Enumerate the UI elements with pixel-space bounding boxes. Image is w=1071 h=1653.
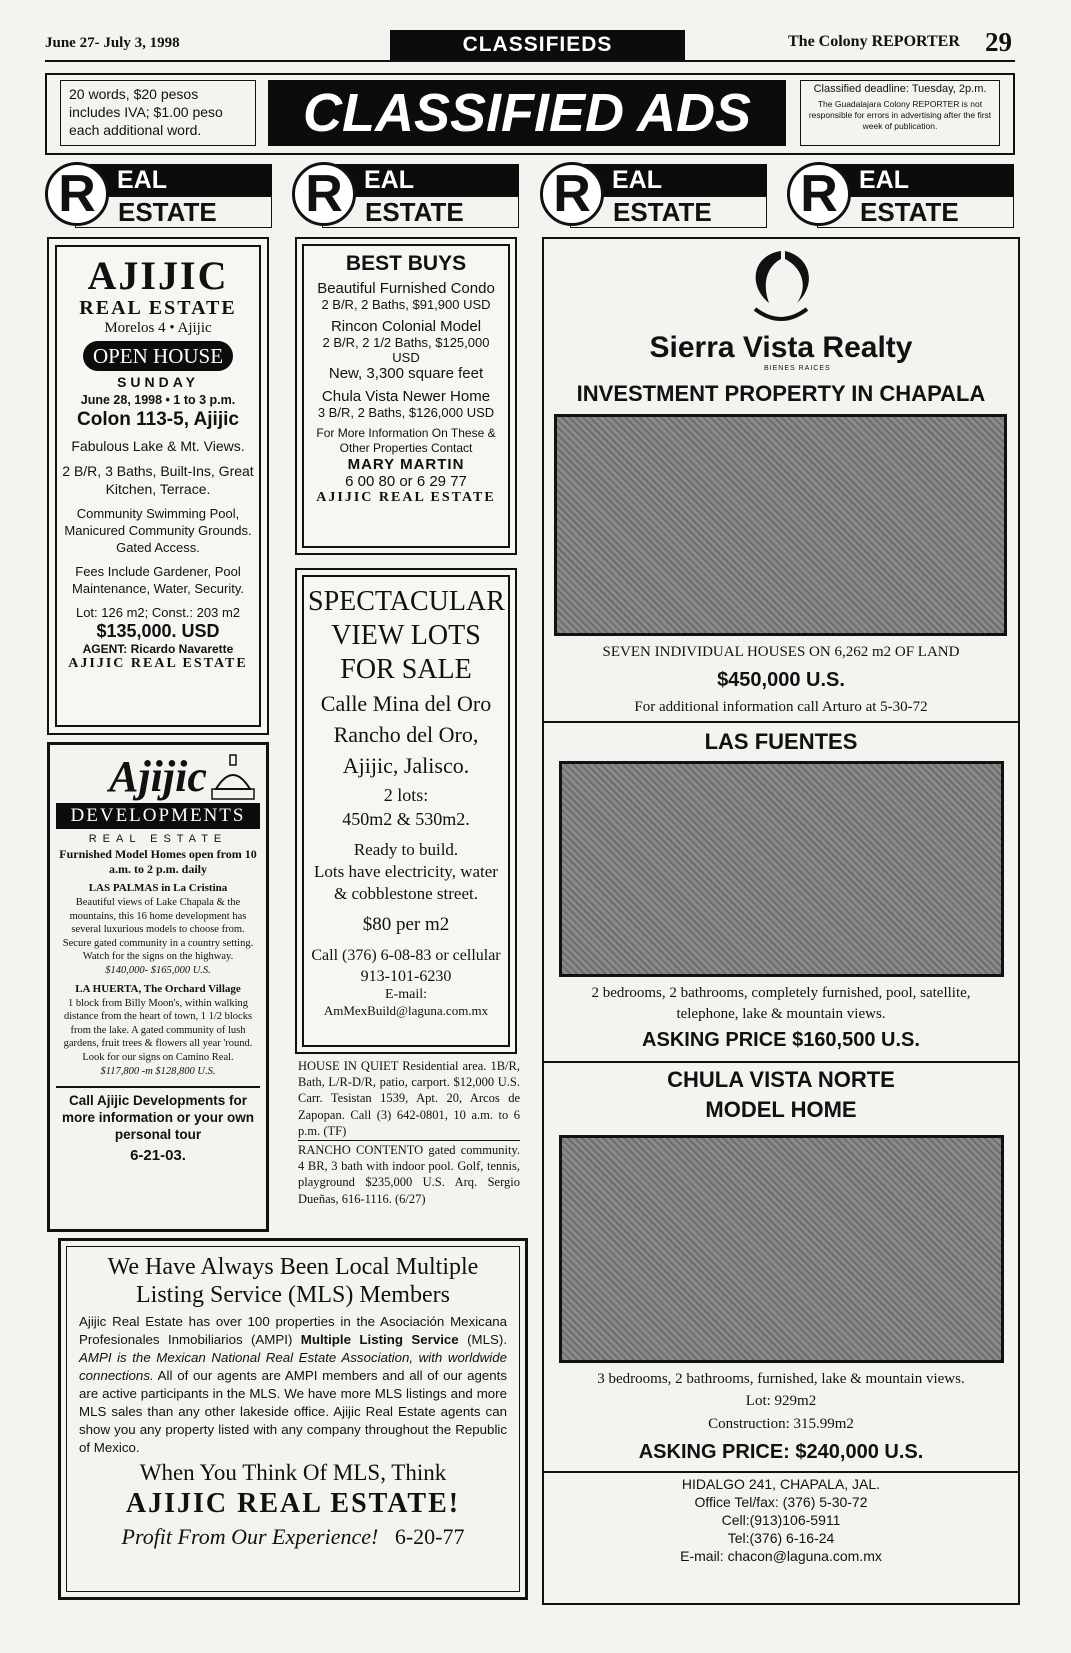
best-buys-item: Chula Vista Newer Home [321,388,491,405]
lots-ready: Ready to build. [353,840,459,859]
section1-title: INVESTMENT PROPERTY IN CHAPALA [576,381,986,406]
mls-body-text: All of our agents are AMPI members and all of our agents are active participants in the MLS. We have more MLS listings and more MLS sales than any other lakeside office. Ajijic Real Estate agents can show you any property listed with any company throughout the Republic of Mexico. [79,1368,507,1455]
lots-email-label: E-mail: [385,987,427,1002]
disclaimer-text: The Guadalajara Colony REPORTER is not responsible for errors in advertising after the first week of publication. [808,99,992,131]
ad-specs: 2 B/R, 3 Baths, Built-Ins, Great Kitchen, Terrace. [62,463,254,497]
ad-footer: AJIJIC REAL ESTATE [68,656,248,671]
page-number: 29 [985,27,1012,57]
developments-real-estate: REAL ESTATE [88,833,228,845]
best-buys-contact: For More Information On These & Other Properties Contact [316,426,496,455]
section2-caption: 2 bedrooms, 2 bathrooms, completely furnished, pool, satellite, telephone, lake & mountain views. [591,985,971,1022]
contact-office: Office Tel/fax: (376) 5-30-72 [694,1494,868,1510]
section-divider [544,1471,1018,1473]
ad-price: $135,000. USD [96,621,220,641]
re-header-letter: R [292,162,356,226]
pricing-line: each additional word. [69,122,202,138]
ad-address: Morelos 4 • Ajijic [104,320,212,336]
best-buys-item: 3 B/R, 2 Baths, $126,000 USD [317,405,495,420]
la-huerta-text: 1 block from Billy Moon's, within walking distance from the heart of town, 1 1/2 blocks from the lake. A gated community of lush gardens, fruit trees & flowers all year 'round. Look for our signs on Camino Real. [63,997,253,1063]
church-dome-icon [210,751,256,803]
issue-date: June 27- July 3, 1998 [45,35,180,51]
property-photo-chapala [554,414,1007,636]
re-header-bottom: ESTATE [817,196,1014,228]
mls-body-bold: Multiple Listing Service [300,1332,459,1347]
best-buys-item: 2 B/R, 2 1/2 Baths, $125,000 USD [322,335,490,365]
ad-location: Colon 113-5, Ajijic [77,409,239,430]
real-estate-header [540,160,767,230]
best-buys-item: Rincon Colonial Model [330,318,482,335]
best-buys-title: BEST BUYS [345,252,467,275]
ad-date: June 28, 1998 • 1 to 3 p.m. [80,393,236,407]
developments-logo: Ajijic [109,752,207,801]
las-palmas-title: LAS PALMAS in La Cristina [88,882,228,894]
sierra-vista-brand-small: BIENES RAICES [764,365,831,372]
deadline-text: Classified deadline: Tuesday, 2p.m. [813,83,987,95]
re-header-bottom: ESTATE [322,196,519,228]
mls-slogan: Profit From Our Experience! [121,1524,379,1549]
la-huerta-price: $117,800 -m $128,800 U.S. [100,1065,216,1077]
best-buys-item: 2 B/R, 2 Baths, $91,900 USD [321,297,491,312]
developments-code: 6-21-03. [130,1147,186,1165]
section2-title: LAS FUENTES [704,729,858,754]
lots-count: 2 lots: [383,785,429,805]
pricing-line: includes IVA; $1.00 peso [69,104,223,120]
mls-code: 6-20-77 [394,1524,465,1549]
text-ad: RANCHO CONTENTO gated community. 4 BR, 3 bath with indoor pool. Golf, tennis, playground $235,000 U.S. Arq. Sergio Dueñas, 616-1116. (6/27) [298,1143,520,1206]
lots-price: $80 per m2 [362,914,450,935]
lots-services: Lots have electricity, water & cobblestone street. [314,862,498,903]
open-hours: Furnished Model Homes open from 10 a.m. to 2 p.m. daily [59,847,257,876]
section1-price: $450,000 U.S. [717,669,845,691]
ad-mls [58,1238,528,1600]
lots-street: Calle Mina del Oro [320,691,492,716]
mls-brand: AJIJIC REAL ESTATE! [125,1488,461,1519]
ad-fees: Fees Include Gardener, Pool Maintenance, Water, Security. [72,564,244,596]
lots-title: SPECTACULAR VIEW LOTS FOR SALE [308,586,505,685]
la-huerta-title: LA HUERTA, The Orchard Village [75,982,241,995]
ad-sierra-vista [542,237,1020,1605]
section3-construction: Construction: 315.99m2 [708,1416,854,1432]
real-estate-header [45,160,272,230]
re-header-top: EAL [75,164,272,196]
sierra-vista-logo [544,245,1018,331]
best-buys-agent: MARY MARTIN [347,456,465,473]
text-ads [298,1058,520,1209]
re-header-bottom: ESTATE [75,196,272,228]
ad-brand-sub: REAL ESTATE [79,297,237,319]
section1-caption: SEVEN INDIVIDUAL HOUSES ON 6,262 m2 OF LAND [602,644,960,660]
sierra-vista-logo-icon [739,245,823,329]
mls-think: When You Think Of MLS, Think [139,1460,447,1485]
best-buys-item: New, 3,300 square feet [328,365,484,382]
contact-email: E-mail: chacon@laguna.com.mx [680,1548,882,1564]
best-buys-footer: AJIJIC REAL ESTATE [316,490,496,505]
contact-tel: Tel:(376) 6-16-24 [727,1530,835,1546]
section3-title: CHULA VISTA NORTE MODEL HOME [667,1067,895,1122]
property-photo-las-fuentes [559,761,1004,977]
section-title: CLASSIFIEDS [390,30,685,60]
re-header-letter: R [540,162,604,226]
section3-price: ASKING PRICE: $240,000 U.S. [638,1441,924,1463]
ad-community: Community Swimming Pool, Manicured Community Grounds. Gated Access. [64,506,252,555]
ad-view-lots [295,568,517,1054]
sierra-vista-brand: Sierra Vista Realty [649,331,913,364]
real-estate-header [292,160,519,230]
ad-best-buys [295,237,517,555]
re-header-letter: R [45,162,109,226]
mls-body-text: Ajijic Real Estate has over 100 properties in the Asociación Mexicana Profesionales Inmobiliarios (AMPI) [79,1314,507,1347]
contact-address: HIDALGO 241, CHAPALA, JAL. [681,1476,881,1492]
las-palmas-text: Beautiful views of Lake Chapala & the mountains, this 16 home development has several luxurious models to choose from. Secure gated community in a country setting. Watch for the signs on the highway. [62,897,254,963]
real-estate-header [787,160,1014,230]
lots-sizes: 450m2 & 530m2. [342,809,470,829]
section2-price: ASKING PRICE $160,500 U.S. [642,1029,920,1051]
open-house-badge: OPEN HOUSE [83,341,233,371]
lots-call: Call (376) 6-08-83 or cellular 913-101-6230 [311,947,501,985]
banner-title: CLASSIFIED ADS [268,80,786,146]
section-divider [544,721,1018,723]
ad-lot: Lot: 126 m2; Const.: 203 m2 [75,605,241,620]
re-header-letter: R [787,162,851,226]
section3-caption: 3 bedrooms, 2 bathrooms, furnished, lake & mountain views. [597,1371,965,1387]
mls-slogan-row [79,1521,507,1553]
property-photo-chula-vista [559,1135,1004,1363]
developments-call: Call Ajijic Developments for more information or your own personal tour [56,1086,260,1143]
mls-headline: We Have Always Been Local Multiple Listing Service (MLS) Members [107,1254,479,1308]
pricing-box [60,80,256,146]
re-header-top: EAL [817,164,1014,196]
re-header-top: EAL [322,164,519,196]
pricing-line: 20 words, $20 pesos [69,86,199,102]
mls-body-text: (MLS). [458,1332,508,1347]
header-rule [45,60,1015,62]
ad-day: SUNDAY [117,374,199,390]
mls-body [79,1313,507,1457]
deadline-box [800,80,1000,146]
best-buys-item: Beautiful Furnished Condo [317,280,495,297]
ad-views: Fabulous Lake & Mt. Views. [71,438,245,454]
ad-agent: AGENT: Ricardo Navarette [82,642,234,656]
ad-brand: AJIJIC [87,253,229,298]
text-ad: HOUSE IN QUIET Residential area. 1B/R, Bath, L/R-D/R, patio, carport. $12,000 U.S. Carr. Tesistan 1539, Apt. 20, Arcos de Zapopan. Call (3) 642-0801, 10 a.m. to 6 p.m. (TF) [298,1058,520,1141]
contact-block [544,1475,1018,1565]
section-divider [544,1061,1018,1063]
ad-ajijic-developments [47,742,269,1232]
las-palmas-price: $140,000- $165,000 U.S. [105,964,211,976]
section1-info: For additional information call Arturo at 5-30-72 [634,699,928,715]
lots-email: AmMexBuild@laguna.com.mx [323,1003,489,1018]
lots-place: Rancho del Oro, Ajijic, Jalisco. [333,722,479,778]
developments-banner: DEVELOPMENTS [56,803,260,829]
paper-name: The Colony REPORTER [788,33,960,50]
mls-body-italic: AMPI is the Mexican National Real Estate Association, with worldwide connections. [79,1350,507,1383]
ad-ajijic-open-house [47,237,269,735]
contact-cell: Cell:(913)106-5911 [721,1512,841,1528]
section3-lot: Lot: 929m2 [745,1393,817,1409]
best-buys-phones: 6 00 80 or 6 29 77 [345,473,467,490]
re-header-bottom: ESTATE [570,196,767,228]
re-header-top: EAL [570,164,767,196]
